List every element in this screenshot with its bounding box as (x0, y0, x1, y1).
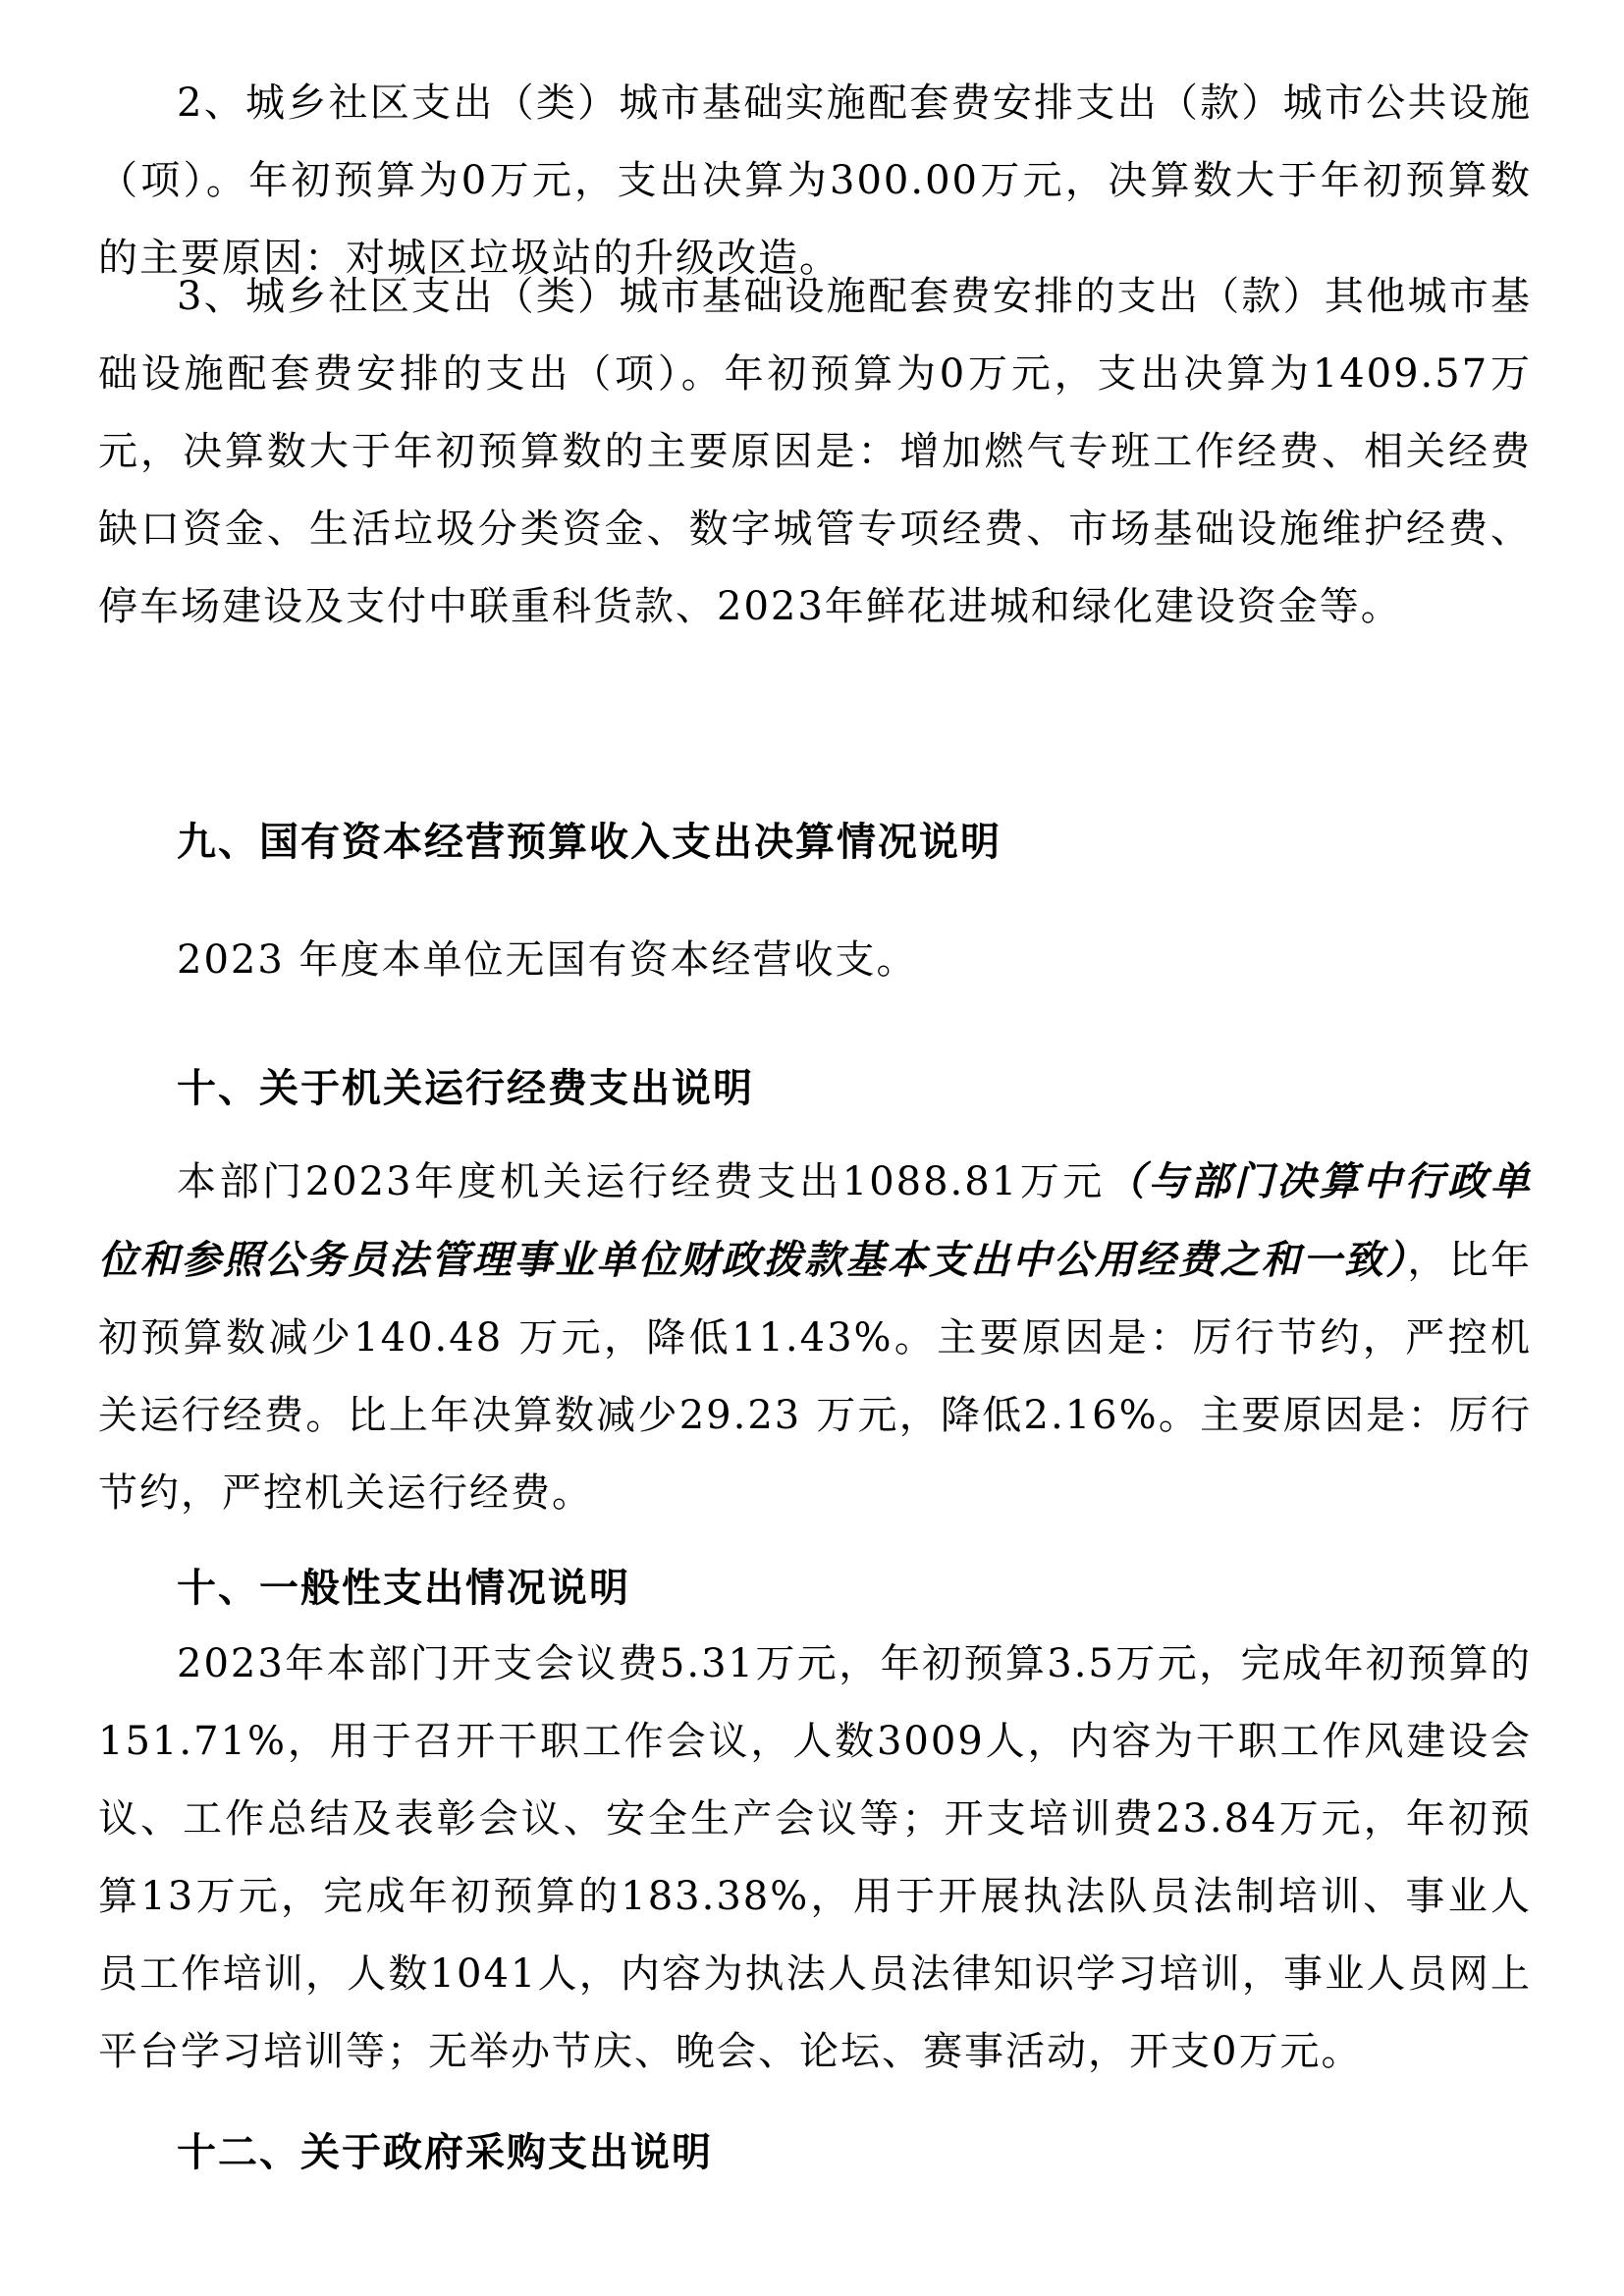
paragraph-urban-public-facilities: 2、城乡社区支出（类）城市基础实施配套费安排支出（款）城市公共设施（项）。年初预算为0万元，支出决算为300.00万元，决算数大于年初预算数的主要原因：对城区垃圾站的升级改造。 (98, 80, 1532, 281)
operating-expenses-text-end: ，比年初预算数减少140.48 万元，降低11.43%。主要原因是：厉行节约，严控机关运行经费。比上年决算数减少29.23 万元，降低2.16%。主要原因是：厉行节约，严控机关运行经费。 (98, 1238, 1533, 1516)
paragraph-operating-expenses (98, 1143, 1532, 1532)
heading-state-capital-budget: 九、国有资本经营预算收入支出决算情况说明 (177, 819, 1001, 865)
paragraph-other-urban-infrastructure: 3、城乡社区支出（类）城市基础设施配套费安排的支出（款）其他城市基础设施配套费安排的支出（项）。年初预算为0万元，支出决算为1409.57万元，决算数大于年初预算数的主要原因是：增加燃气专班工作经费、相关经费缺口资金、生活垃圾分类资金、数字城管专项经费、市场基础设施维护经费、停车场建设及支付中联重科货款、2023年鲜花进城和绿化建设资金等。 (98, 274, 1532, 629)
heading-general-expenditure: 十、一般性支出情况说明 (177, 1565, 630, 1611)
heading-government-procurement: 十二、关于政府采购支出说明 (177, 2129, 713, 2175)
operating-expenses-text-start: 本部门2023年度机关运行经费支出1088.81万元 (177, 1159, 1106, 1204)
paragraph-state-capital-none: 2023 年度本单位无国有资本经营收支。 (177, 937, 918, 983)
operating-expenses-emphasis: （与部门决算中行政单位和参照公务员法管理事业单位财政拨款基本支出中公用经费之和一致） (98, 1158, 1532, 1283)
heading-operating-expenses: 十、关于机关运行经费支出说明 (177, 1065, 754, 1111)
paragraph-general-expenditure: 2023年本部门开支会议费5.31万元，年初预算3.5万元，完成年初预算的151.71%，用于召开干职工作会议，人数3009人，内容为干职工作风建设会议、工作总结及表彰会议、安全生产会议等；开支培训费23.84万元，年初预算13万元，完成年初预算的183.38%，用于开展执法队员法制培训、事业人员工作培训，人数1041人，内容为执法人员法律知识学习培训，事业人员网上平台学习培训等；无举办节庆、晚会、论坛、赛事活动，开支0万元。 (98, 1641, 1532, 2074)
